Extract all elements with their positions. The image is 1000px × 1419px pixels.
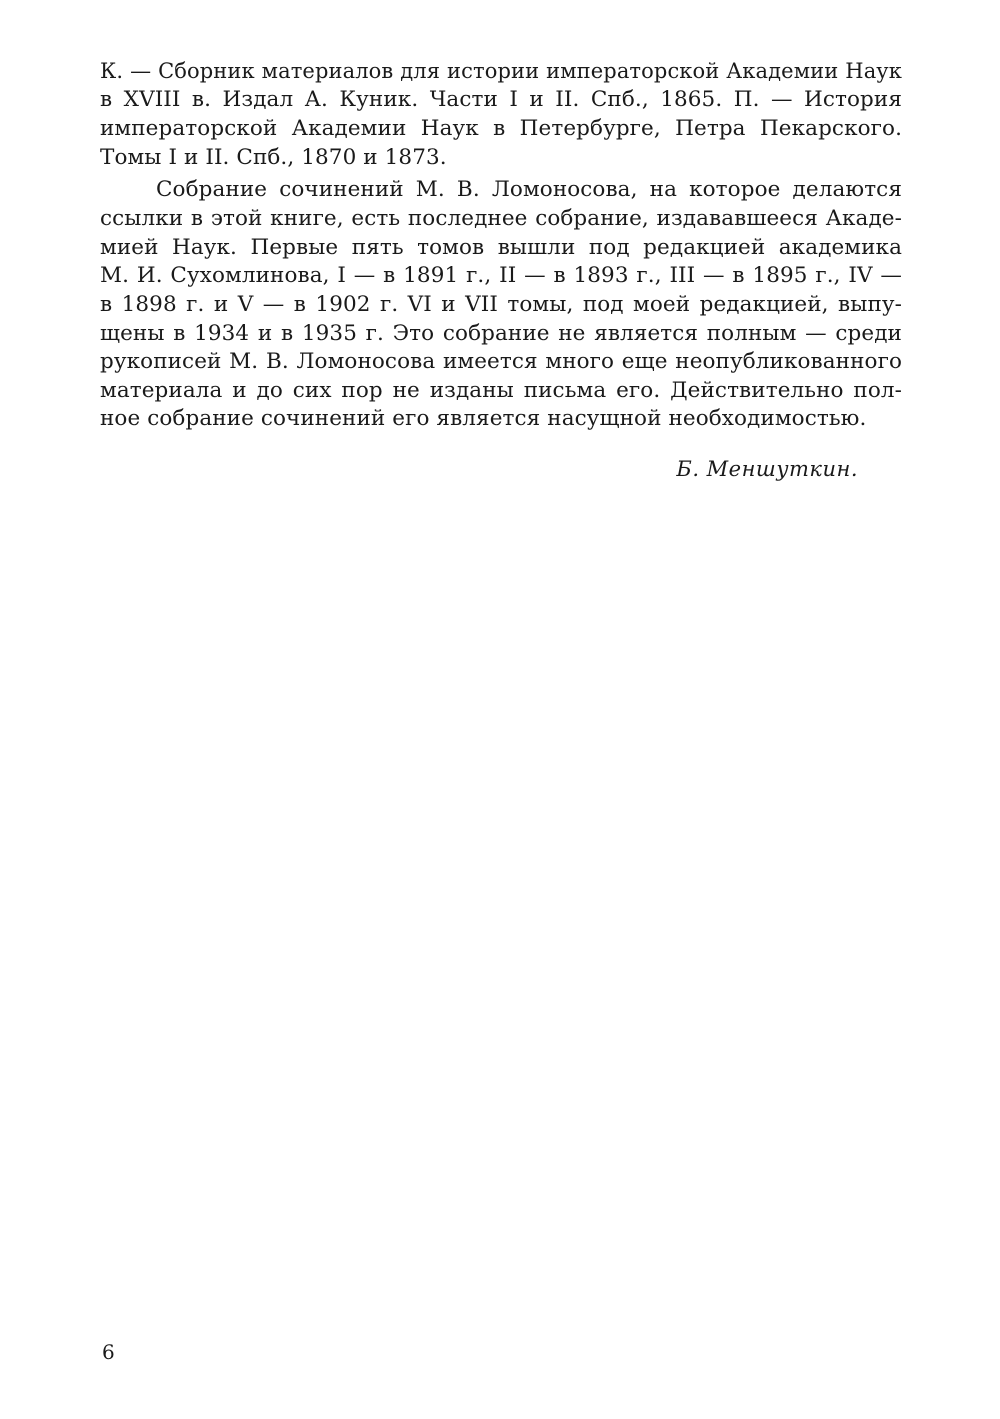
- text-line: в 1898 г. и V — в 1902 г. VI и VII томы, под моей редакцией, выпу-: [100, 292, 902, 317]
- text-line: материала и до сих пор не изданы письма его. Действительно пол-: [100, 378, 902, 403]
- author-signature: Б. Меншуткин.: [676, 457, 858, 481]
- page-number: 6: [102, 1340, 115, 1364]
- text-line: К. — Сборник материалов для истории императорской Академии Наук: [100, 59, 902, 83]
- text-line: Томы I и II. Спб., 1870 и 1873.: [100, 145, 447, 170]
- text-line: в XVIII в. Издал А. Куник. Части I и II. Спб., 1865. П. — История: [100, 87, 902, 112]
- text-line: ное собрание сочинений его является насущной необходимостью.: [100, 406, 867, 431]
- text-line: рукописей М. В. Ломоносова имеется много еще неопубликованного: [100, 349, 902, 374]
- text-line: мией Наук. Первые пять томов вышли под редакцией академика: [100, 235, 902, 260]
- text-line: щены в 1934 и в 1935 г. Это собрание не является полным — среди: [100, 321, 902, 346]
- text-line: М. И. Сухомлинова, I — в 1891 г., II — в 1893 г., III — в 1895 г., IV —: [100, 263, 902, 288]
- text-line: императорской Академии Наук в Петербурге, Петра Пекарского.: [100, 116, 902, 141]
- text-line: ссылки в этой книге, есть последнее собрание, издававшееся Акаде-: [100, 206, 902, 231]
- text-line: Собрание сочинений М. В. Ломоносова, на которое делаются: [156, 177, 902, 202]
